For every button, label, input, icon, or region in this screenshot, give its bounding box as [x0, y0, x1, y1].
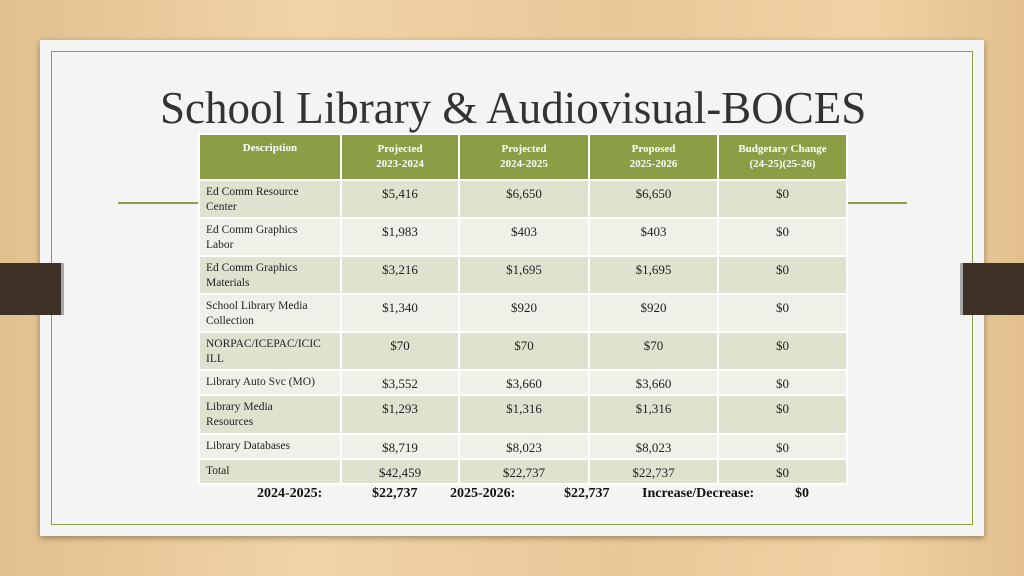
- row-description: Library Auto Svc (MO): [199, 370, 341, 395]
- summary-label-2025-2026: 2025-2026:: [450, 486, 516, 501]
- cell-budgetary-change: $0: [718, 370, 847, 395]
- header-projected-2023-2024: Projected 2023-2024: [341, 134, 459, 180]
- row-description: Library Databases: [199, 434, 341, 459]
- table-row: [199, 256, 847, 294]
- table-row: [199, 294, 847, 332]
- table-header-row: [199, 134, 847, 180]
- cell-proposed-2025-2026: $22,737: [589, 459, 718, 484]
- cell-proposed-2025-2026: $920: [589, 294, 718, 332]
- row-description: Total: [199, 459, 341, 484]
- cell-budgetary-change: $0: [718, 395, 847, 434]
- cell-projected-2023-2024: $8,719: [341, 434, 459, 459]
- cell-budgetary-change: $0: [718, 294, 847, 332]
- table-row-total: [199, 459, 847, 484]
- cell-projected-2023-2024: $3,216: [341, 256, 459, 294]
- cell-budgetary-change: $0: [718, 332, 847, 370]
- cell-proposed-2025-2026: $70: [589, 332, 718, 370]
- row-description: Ed Comm Resource Center: [199, 180, 341, 218]
- title-underline-left: [118, 202, 200, 204]
- cell-projected-2023-2024: $1,340: [341, 294, 459, 332]
- title-underline-right: [846, 202, 907, 204]
- cell-budgetary-change: $0: [718, 434, 847, 459]
- table-row: [199, 434, 847, 459]
- cell-proposed-2025-2026: $1,695: [589, 256, 718, 294]
- row-description: Library Media Resources: [199, 395, 341, 434]
- table-row: [199, 370, 847, 395]
- cell-proposed-2025-2026: $3,660: [589, 370, 718, 395]
- table-row: [199, 180, 847, 218]
- cell-projected-2024-2025: $403: [459, 218, 589, 256]
- slide-title: School Library & Audiovisual-BOCES: [160, 83, 867, 133]
- cell-projected-2023-2024: $42,459: [341, 459, 459, 484]
- cell-projected-2023-2024: $1,983: [341, 218, 459, 256]
- cell-projected-2024-2025: $8,023: [459, 434, 589, 459]
- cell-proposed-2025-2026: $6,650: [589, 180, 718, 218]
- summary-label-2024-2025: 2024-2025:: [257, 486, 323, 501]
- table-row: [199, 332, 847, 370]
- cell-budgetary-change: $0: [718, 459, 847, 484]
- cell-budgetary-change: $0: [718, 218, 847, 256]
- summary-value-2025-2026: $22,737: [564, 486, 610, 501]
- cell-projected-2024-2025: $22,737: [459, 459, 589, 484]
- row-description: Ed Comm Graphics Materials: [199, 256, 341, 294]
- header-proposed-2025-2026: Proposed 2025-2026: [589, 134, 718, 180]
- cell-projected-2023-2024: $70: [341, 332, 459, 370]
- cell-budgetary-change: $0: [718, 256, 847, 294]
- table-row: [199, 395, 847, 434]
- header-projected-2024-2025: Projected 2024-2025: [459, 134, 589, 180]
- summary-label-change: Increase/Decrease:: [642, 486, 755, 501]
- cell-proposed-2025-2026: $8,023: [589, 434, 718, 459]
- row-description: Ed Comm Graphics Labor: [199, 218, 341, 256]
- cell-projected-2023-2024: $5,416: [341, 180, 459, 218]
- cell-budgetary-change: $0: [718, 180, 847, 218]
- cell-projected-2023-2024: $1,293: [341, 395, 459, 434]
- table-row: [199, 218, 847, 256]
- cell-proposed-2025-2026: $1,316: [589, 395, 718, 434]
- cell-projected-2024-2025: $1,316: [459, 395, 589, 434]
- summary-value-change: $0: [795, 486, 809, 501]
- cell-projected-2024-2025: $6,650: [459, 180, 589, 218]
- summary-value-2024-2025: $22,737: [372, 486, 418, 501]
- right-tab-decoration: [960, 263, 1024, 315]
- cell-projected-2023-2024: $3,552: [341, 370, 459, 395]
- row-description: School Library Media Collection: [199, 294, 341, 332]
- header-description: Description: [199, 134, 341, 180]
- row-description: NORPAC/ICEPAC/ICIC ILL: [199, 332, 341, 370]
- cell-projected-2024-2025: $3,660: [459, 370, 589, 395]
- budget-table: [198, 133, 848, 485]
- cell-proposed-2025-2026: $403: [589, 218, 718, 256]
- cell-projected-2024-2025: $1,695: [459, 256, 589, 294]
- header-budgetary-change: Budgetary Change (24-25)(25-26): [718, 134, 847, 180]
- cell-projected-2024-2025: $70: [459, 332, 589, 370]
- left-tab-decoration: [0, 263, 64, 315]
- cell-projected-2024-2025: $920: [459, 294, 589, 332]
